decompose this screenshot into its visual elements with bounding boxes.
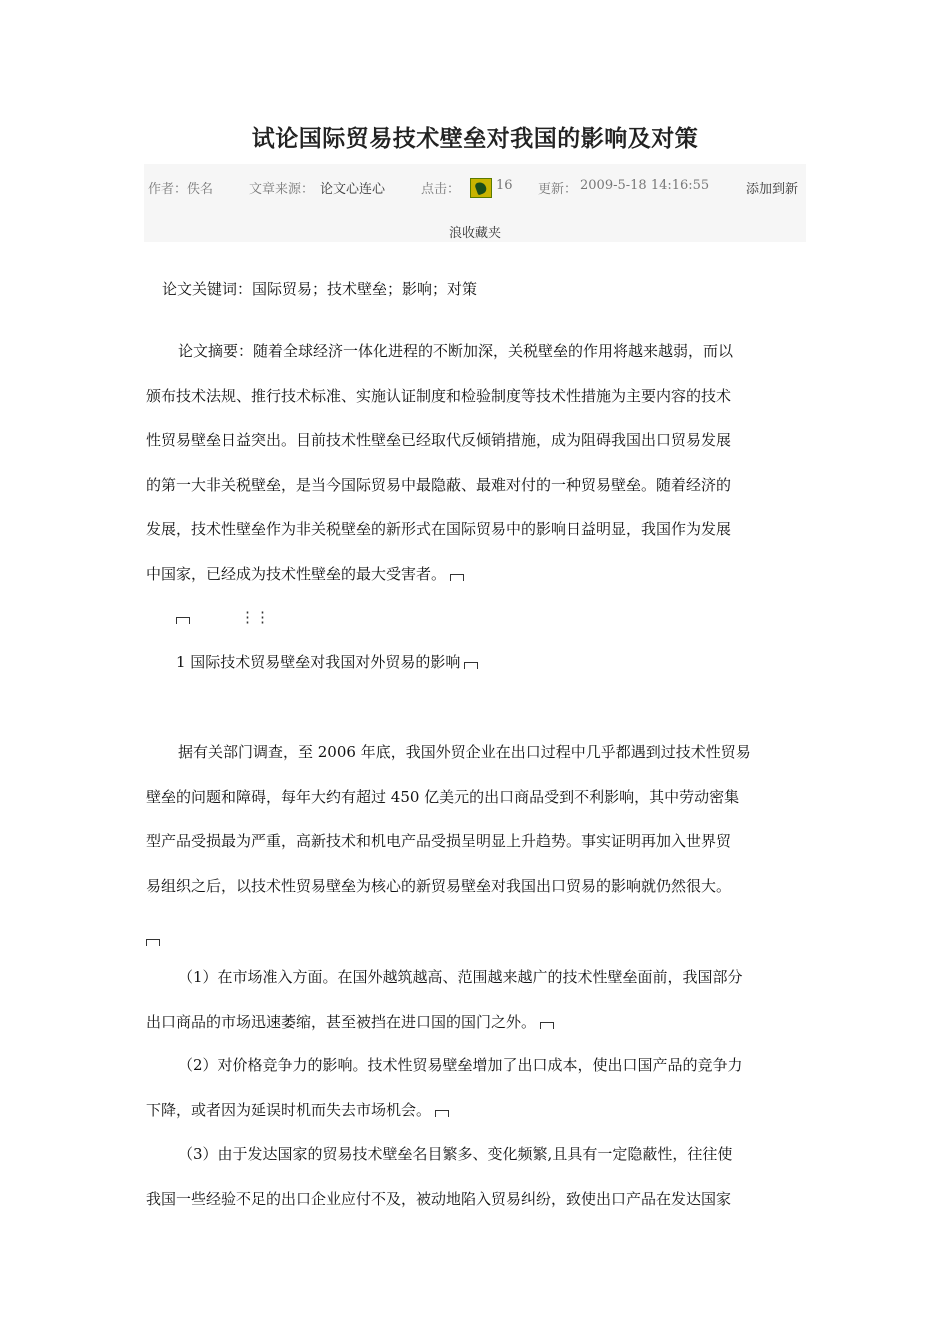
text-line: 论文摘要：随着全球经济一体化进程的不断加深，关税壁垒的作用将越来越弱，而以 bbox=[178, 342, 734, 360]
text-line: 颁布技术法规、推行技术标准、实施认证制度和检验制度等技术性措施为主要内容的技术 bbox=[146, 386, 732, 405]
text-line: （1）在市场准入方面。在国外越筑越高、范围越来越广的技术性壁垒面前，我国部分 bbox=[178, 968, 743, 986]
abstract-paragraph bbox=[146, 329, 808, 596]
keywords: 论文关键词：国际贸易；技术壁垒；影响；对策 bbox=[162, 280, 478, 298]
source-value[interactable]: 论文心连心 bbox=[320, 182, 386, 197]
paragraph-mark-standalone bbox=[146, 930, 160, 948]
text-line: 我国一些经验不足的出口企业应付不及，被动地陷入贸易纠纷，致使出口产品在发达国家 bbox=[146, 1189, 732, 1208]
list-item-2 bbox=[146, 1043, 808, 1132]
paragraph-1 bbox=[146, 730, 808, 908]
list-item-1 bbox=[146, 955, 808, 1044]
section-heading bbox=[176, 640, 838, 685]
paragraph-mark bbox=[540, 1022, 554, 1029]
text-line: 易组织之后，以技术性贸易壁垒为核心的新贸易壁垒对我国出口贸易的影响就仍然很大。 bbox=[146, 876, 732, 895]
updated-label: 更新： bbox=[538, 182, 578, 197]
bookmark-link-continued[interactable]: 浪收藏夹 bbox=[448, 226, 501, 241]
text-line: 的第一大非关税壁垒，是当今国际贸易中最隐蔽、最难对付的一种贸易壁垒。随着经济的 bbox=[146, 475, 732, 494]
hits-counter-icon bbox=[470, 178, 492, 198]
text-line: 下降，或者因为延误时机而失去市场机会。 bbox=[146, 1100, 432, 1119]
hits-label: 点击： bbox=[421, 182, 461, 197]
article-meta-bar bbox=[144, 164, 806, 242]
paragraph-mark bbox=[464, 662, 478, 669]
article-title: 试论国际贸易技术壁垒对我国的影响及对策 bbox=[251, 125, 699, 152]
paragraph-mark bbox=[435, 1110, 449, 1117]
paragraph-mark-standalone bbox=[176, 608, 190, 626]
text-line: （2）对价格竞争力的影响。技术性贸易壁垒增加了出口成本，使出口国产品的竞争力 bbox=[178, 1056, 743, 1074]
text-line: （3）由于发达国家的贸易技术壁垒名目繁多、变化频繁,且具有一定隐蔽性，往往使 bbox=[178, 1145, 733, 1163]
text-line: 发展，技术性壁垒作为非关税壁垒的新形式在国际贸易中的影响日益明显，我国作为发展 bbox=[146, 520, 732, 538]
hits-value: 16 bbox=[496, 178, 513, 193]
text-line: 中国家，已经成为技术性壁垒的最大受害者。 bbox=[146, 564, 447, 583]
text-line: 出口商品的市场迅速萎缩，甚至被挡在进口国的国门之外。 bbox=[146, 1012, 537, 1031]
updated-value: 2009-5-18 14:16:55 bbox=[580, 178, 710, 193]
paragraph-mark bbox=[450, 574, 464, 581]
bookmark-link[interactable]: 添加到新 bbox=[746, 182, 799, 197]
source-label: 文章来源： bbox=[249, 182, 315, 197]
text-line: 性贸易壁垒日益突出。目前技术性壁垒已经取代反倾销措施，成为阻碍我国出口贸易发展 bbox=[146, 431, 732, 449]
author-label: 作者： bbox=[148, 182, 188, 197]
text-line: 型产品受损最为严重，高新技术和机电产品受损呈明显上升趋势。事实证明再加入世界贸 bbox=[146, 832, 732, 850]
text-line: 壁垒的问题和障碍，每年大约有超过 450 亿美元的出口商品受到不利影响，其中劳动密集 bbox=[146, 787, 740, 806]
dots-marker: ⋮⋮ bbox=[240, 608, 270, 626]
text-line: 据有关部门调查，至 2006 年底，我国外贸企业在出口过程中几乎都遇到过技术性贸易 bbox=[178, 743, 751, 761]
author-value: 佚名 bbox=[187, 182, 214, 197]
list-item-3 bbox=[146, 1132, 808, 1221]
section-heading-text: 1 国际技术贸易壁垒对我国对外贸易的影响 bbox=[176, 653, 461, 671]
